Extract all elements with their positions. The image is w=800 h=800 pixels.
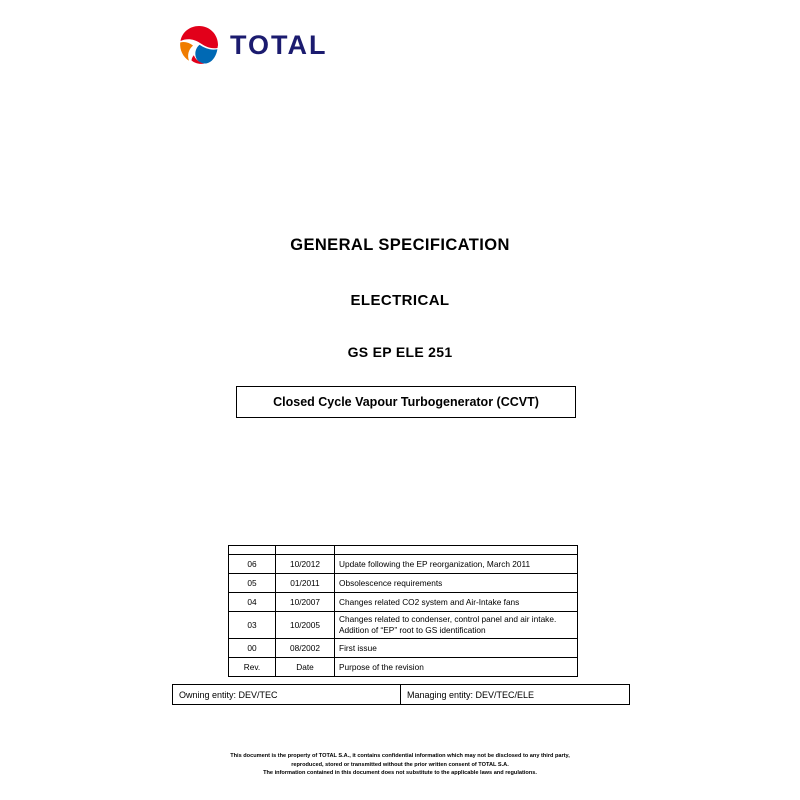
page-title: GENERAL SPECIFICATION [290,236,510,254]
column-header-rev: Rev. [229,658,276,677]
revision-date: 10/2005 [276,612,335,639]
revision-purpose: First issue [335,639,578,658]
footer-line-1: This document is the property of TOTAL S.A., it contains confidential information which may not be disclosed to any third party, [230,753,570,759]
footer-line-3: The information contained in this document does not substitute to the applicable laws and regulations. [263,770,537,777]
document-code: GS EP ELE 251 [347,344,453,360]
footer-line-2: reproduced, stored or transmitted without the prior written consent of TOTAL S.A. [291,761,509,768]
table-row [229,639,578,658]
total-logo-icon [178,24,220,66]
table-row [229,612,578,639]
table-header-row [229,658,578,677]
revision-purpose-line1: Changes related to condenser, control panel and air intake. [339,614,557,624]
revision-purpose [335,612,578,639]
title-block [0,236,800,360]
subject-box [236,386,576,418]
subject-label: Closed Cycle Vapour Turbogenerator (CCVT) [273,395,539,409]
owning-entity: Owning entity: DEV/TEC [172,684,400,705]
revision-date: 01/2011 [276,574,335,593]
revision-date: 10/2012 [276,555,335,574]
managing-entity: Managing entity: DEV/TEC/ELE [400,684,630,705]
table-row [229,555,578,574]
table-top-strip [229,546,578,555]
strip-cell-rev [229,546,276,555]
strip-cell-date [276,546,335,555]
revision-purpose: Changes related CO2 system and Air-Intake fans [335,593,578,612]
revision-number: 04 [229,593,276,612]
revision-number: 00 [229,639,276,658]
revision-purpose: Obsolescence requirements [335,574,578,593]
revision-purpose: Update following the EP reorganization, March 2011 [335,555,578,574]
revision-purpose-line2: Addition of “EP” root to GS identification [339,625,486,636]
column-header-date: Date [276,658,335,677]
brand-logo [178,24,328,66]
logo-wordmark: TOTAL [230,29,328,60]
revision-number: 03 [229,612,276,639]
revision-date: 08/2002 [276,639,335,658]
entity-bar [172,684,630,705]
revision-table [228,545,578,677]
legal-footer [0,752,800,778]
table-row [229,574,578,593]
revision-number: 06 [229,555,276,574]
column-header-purpose: Purpose of the revision [335,658,578,677]
revision-number: 05 [229,574,276,593]
strip-cell-purpose [335,546,578,555]
revision-date: 10/2007 [276,593,335,612]
discipline-title: ELECTRICAL [350,292,450,309]
table-row [229,593,578,612]
